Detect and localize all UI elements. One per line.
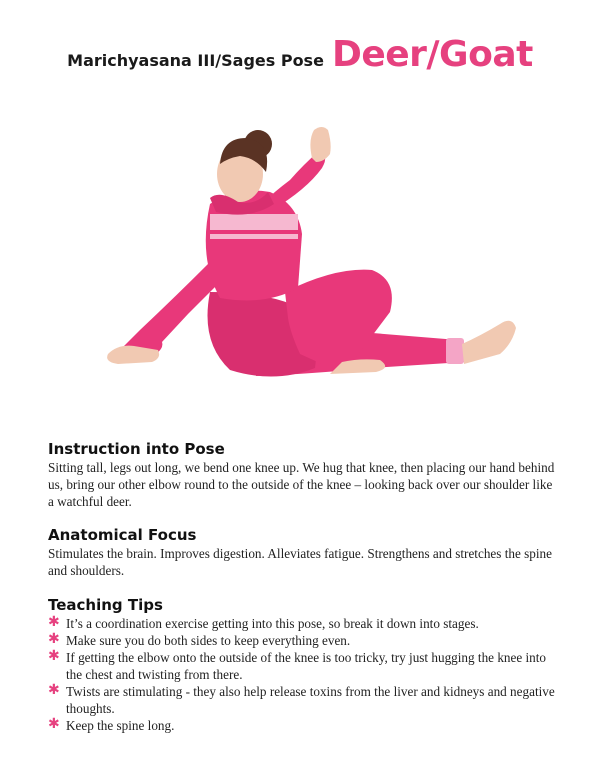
asterisk-icon: ✱ [48, 631, 60, 647]
leg-cuff [446, 338, 464, 364]
list-item: ✱ If getting the elbow onto the outside of the knee is too tricky, try just hugging the knee into the chest and twisting from there. [48, 648, 547, 682]
sweater-pattern-band [210, 214, 298, 230]
pose-subtitle: Marichyasana III/Sages Pose [67, 51, 324, 70]
sweater-pattern-band-2 [210, 234, 298, 239]
asterisk-icon: ✱ [48, 716, 60, 732]
anatomical-text: Stimulates the brain. Improves digestion. Alleviates fatigue. Strengthens and stretches the spine and shoulders. [48, 546, 552, 578]
list-item: ✱ Keep the spine long. [48, 716, 175, 733]
list-item: ✱ Make sure you do both sides to keep everything even. [48, 631, 351, 648]
asterisk-icon: ✱ [48, 682, 60, 698]
list-item: ✱ It’s a coordination exercise getting into this pose, so break it down into stages. [48, 614, 479, 631]
list-item: ✱ Twists are stimulating - they also help release toxins from the liver and kidneys and negative thoughts. [48, 682, 555, 716]
anatomical-heading: Anatomical Focus [48, 526, 197, 544]
tips-section [48, 596, 558, 734]
pose-title: Deer/Goat [331, 34, 533, 75]
page-header [0, 34, 600, 75]
raised-hand [310, 127, 330, 162]
tips-list [48, 615, 558, 734]
anatomical-section [48, 526, 558, 579]
instruction-section [48, 440, 558, 510]
tips-heading: Teaching Tips [48, 596, 163, 614]
pose-photo [60, 92, 540, 422]
extended-foot [462, 321, 516, 364]
instruction-text: Sitting tall, legs out long, we bend one knee up. We hug that knee, then placing our hand behind us, bring our other elbow round to the outside of the knee – looking back over our shoulder like a watchful deer. [48, 460, 555, 509]
asterisk-icon: ✱ [48, 648, 60, 664]
instruction-heading: Instruction into Pose [48, 440, 225, 458]
asterisk-icon: ✱ [48, 614, 60, 630]
